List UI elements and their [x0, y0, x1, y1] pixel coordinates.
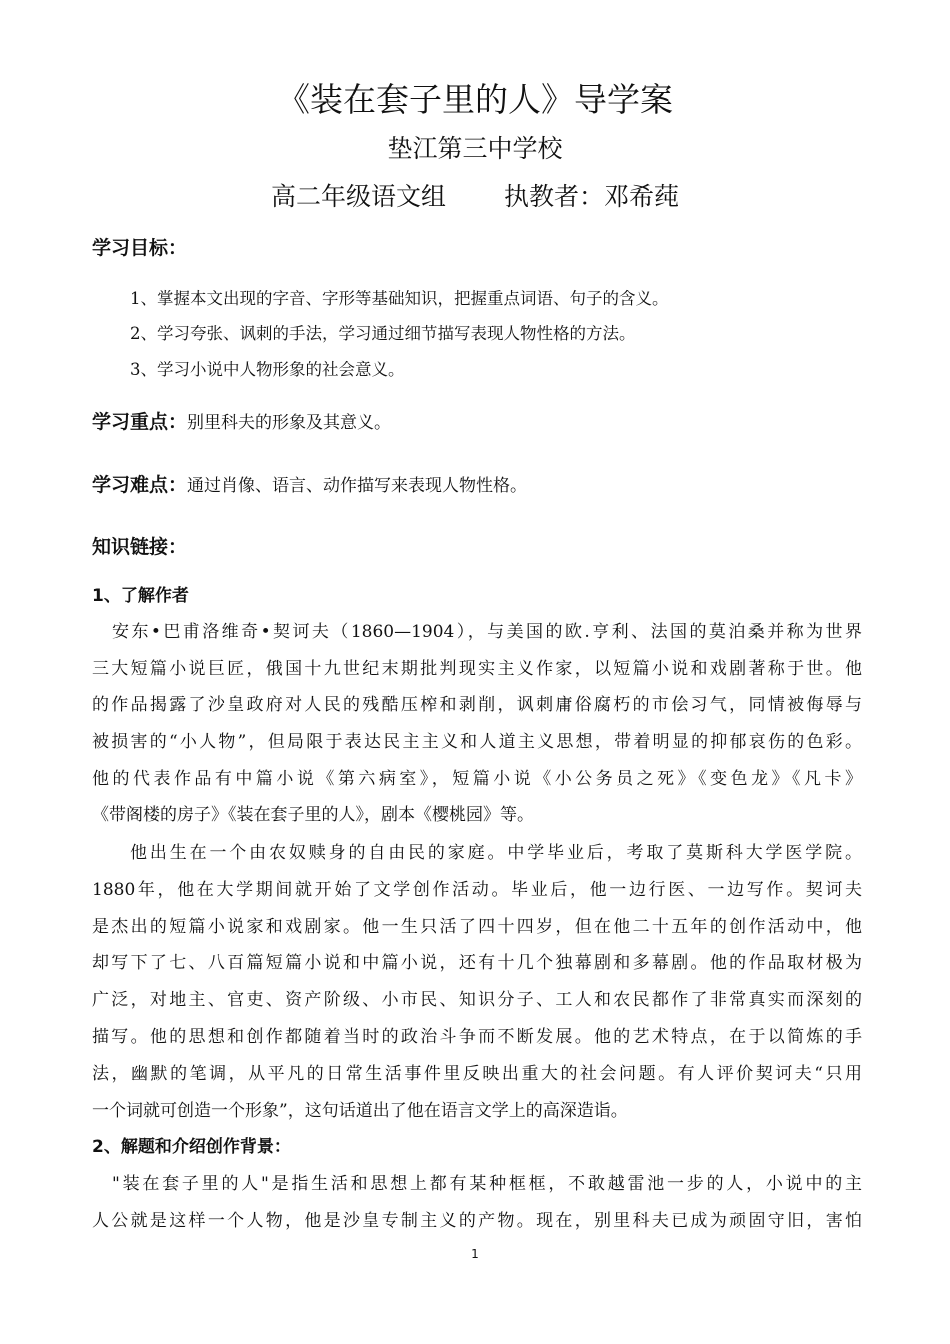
section1-line: 他的代表作品有中篇小说《第六病室》，短篇小说《小公务员之死》《变色龙》《凡卡》: [92, 769, 862, 789]
objective-item-2: 2、学习夸张、讽刺的手法，学习通过细节描写表现人物性格的方法。: [130, 324, 636, 343]
focus-row: [92, 408, 391, 437]
objective-item-1: 1、掌握本文出现的字音、字形等基础知识，把握重点词语、句子的含义。: [130, 289, 669, 308]
objectives-heading: 学习目标：: [92, 237, 188, 259]
section1-line: 却写下了七、八百篇短篇小说和中篇小说，还有十几个独幕剧和多幕剧。他的作品取材极为: [92, 953, 862, 973]
difficulty-text: 通过肖像、语言、动作描写来表现人物性格。: [187, 476, 528, 496]
section2-line: "装在套子里的人"是指生活和思想上都有某种框框，不敢越雷池一步的人，小说中的主: [112, 1174, 862, 1194]
section1-title: 1、了解作者: [92, 586, 189, 606]
objective-item-3: 3、学习小说中人物形象的社会意义。: [130, 360, 405, 379]
section1-line: 三大短篇小说巨匠，俄国十九世纪末期批判现实主义作家，以短篇小说和戏剧著称于世。他: [92, 659, 862, 679]
section1-line: 他出生在一个由农奴赎身的自由民的家庭。中学毕业后，考取了莫斯科大学医学院。: [130, 843, 862, 863]
section1-line: 《带阁楼的房子》《装在套子里的人》，剧本《樱桃园》等。: [92, 805, 534, 825]
group-name: 高二年级语文组: [270, 182, 446, 211]
school-name: 垫江第三中学校: [387, 134, 563, 163]
section1-line: 广泛，对地主、官吏、资产阶级、小市民、知识分子、工人和农民都作了非常真实而深刻的: [92, 990, 862, 1010]
section1-line: 描写。他的思想和创作都随着当时的政治斗争而不断发展。他的艺术特点，在于以简炼的手: [92, 1027, 862, 1047]
section1-line: 1880年，他在大学期间就开始了文学创作活动。毕业后，他一边行医、一边写作。契诃夫: [92, 880, 862, 900]
section1-line: 一个词就可创造一个形象”，这句话道出了他在语言文学上的高深造诣。: [92, 1101, 628, 1121]
section2-title: 2、解题和介绍创作背景：: [92, 1137, 291, 1157]
difficulty-heading: 学习难点：: [92, 474, 188, 496]
section1-line: 是杰出的短篇小说家和戏剧家。他一生只活了四十四岁，但在他二十五年的创作活动中，他: [92, 917, 862, 937]
section1-line: 的作品揭露了沙皇政府对人民的残酷压榨和剥削，讽刺庸俗腐朽的市侩习气，同情被侮辱与: [92, 695, 862, 715]
document-title: 《装在套子里的人》导学案: [277, 80, 673, 119]
section1-line: 法，幽默的笔调，从平凡的日常生活事件里反映出重大的社会问题。有人评价契诃夫“只用: [92, 1064, 862, 1084]
section1-line: 被损害的“小人物”，但局限于表达民主主义和人道主义思想，带着明显的抑郁哀伤的色彩。: [92, 732, 862, 752]
knowledge-heading: 知识链接：: [92, 536, 188, 558]
page-number: 1: [471, 1247, 479, 1261]
focus-heading: 学习重点：: [92, 411, 188, 433]
section1-line: 安东•巴甫洛维奇•契诃夫（1860—1904），与美国的欧.亨利、法国的莫泊桑并称为世界: [112, 622, 862, 642]
section2-line: 人公就是这样一个人物，他是沙皇专制主义的产物。现在，别里科夫已成为顽固守旧，害怕: [92, 1211, 862, 1231]
difficulty-row: [92, 471, 527, 500]
teacher-name: 执教者：邓希莼: [504, 182, 680, 211]
focus-text: 别里科夫的形象及其意义。: [187, 413, 392, 433]
author-line: [0, 178, 950, 216]
